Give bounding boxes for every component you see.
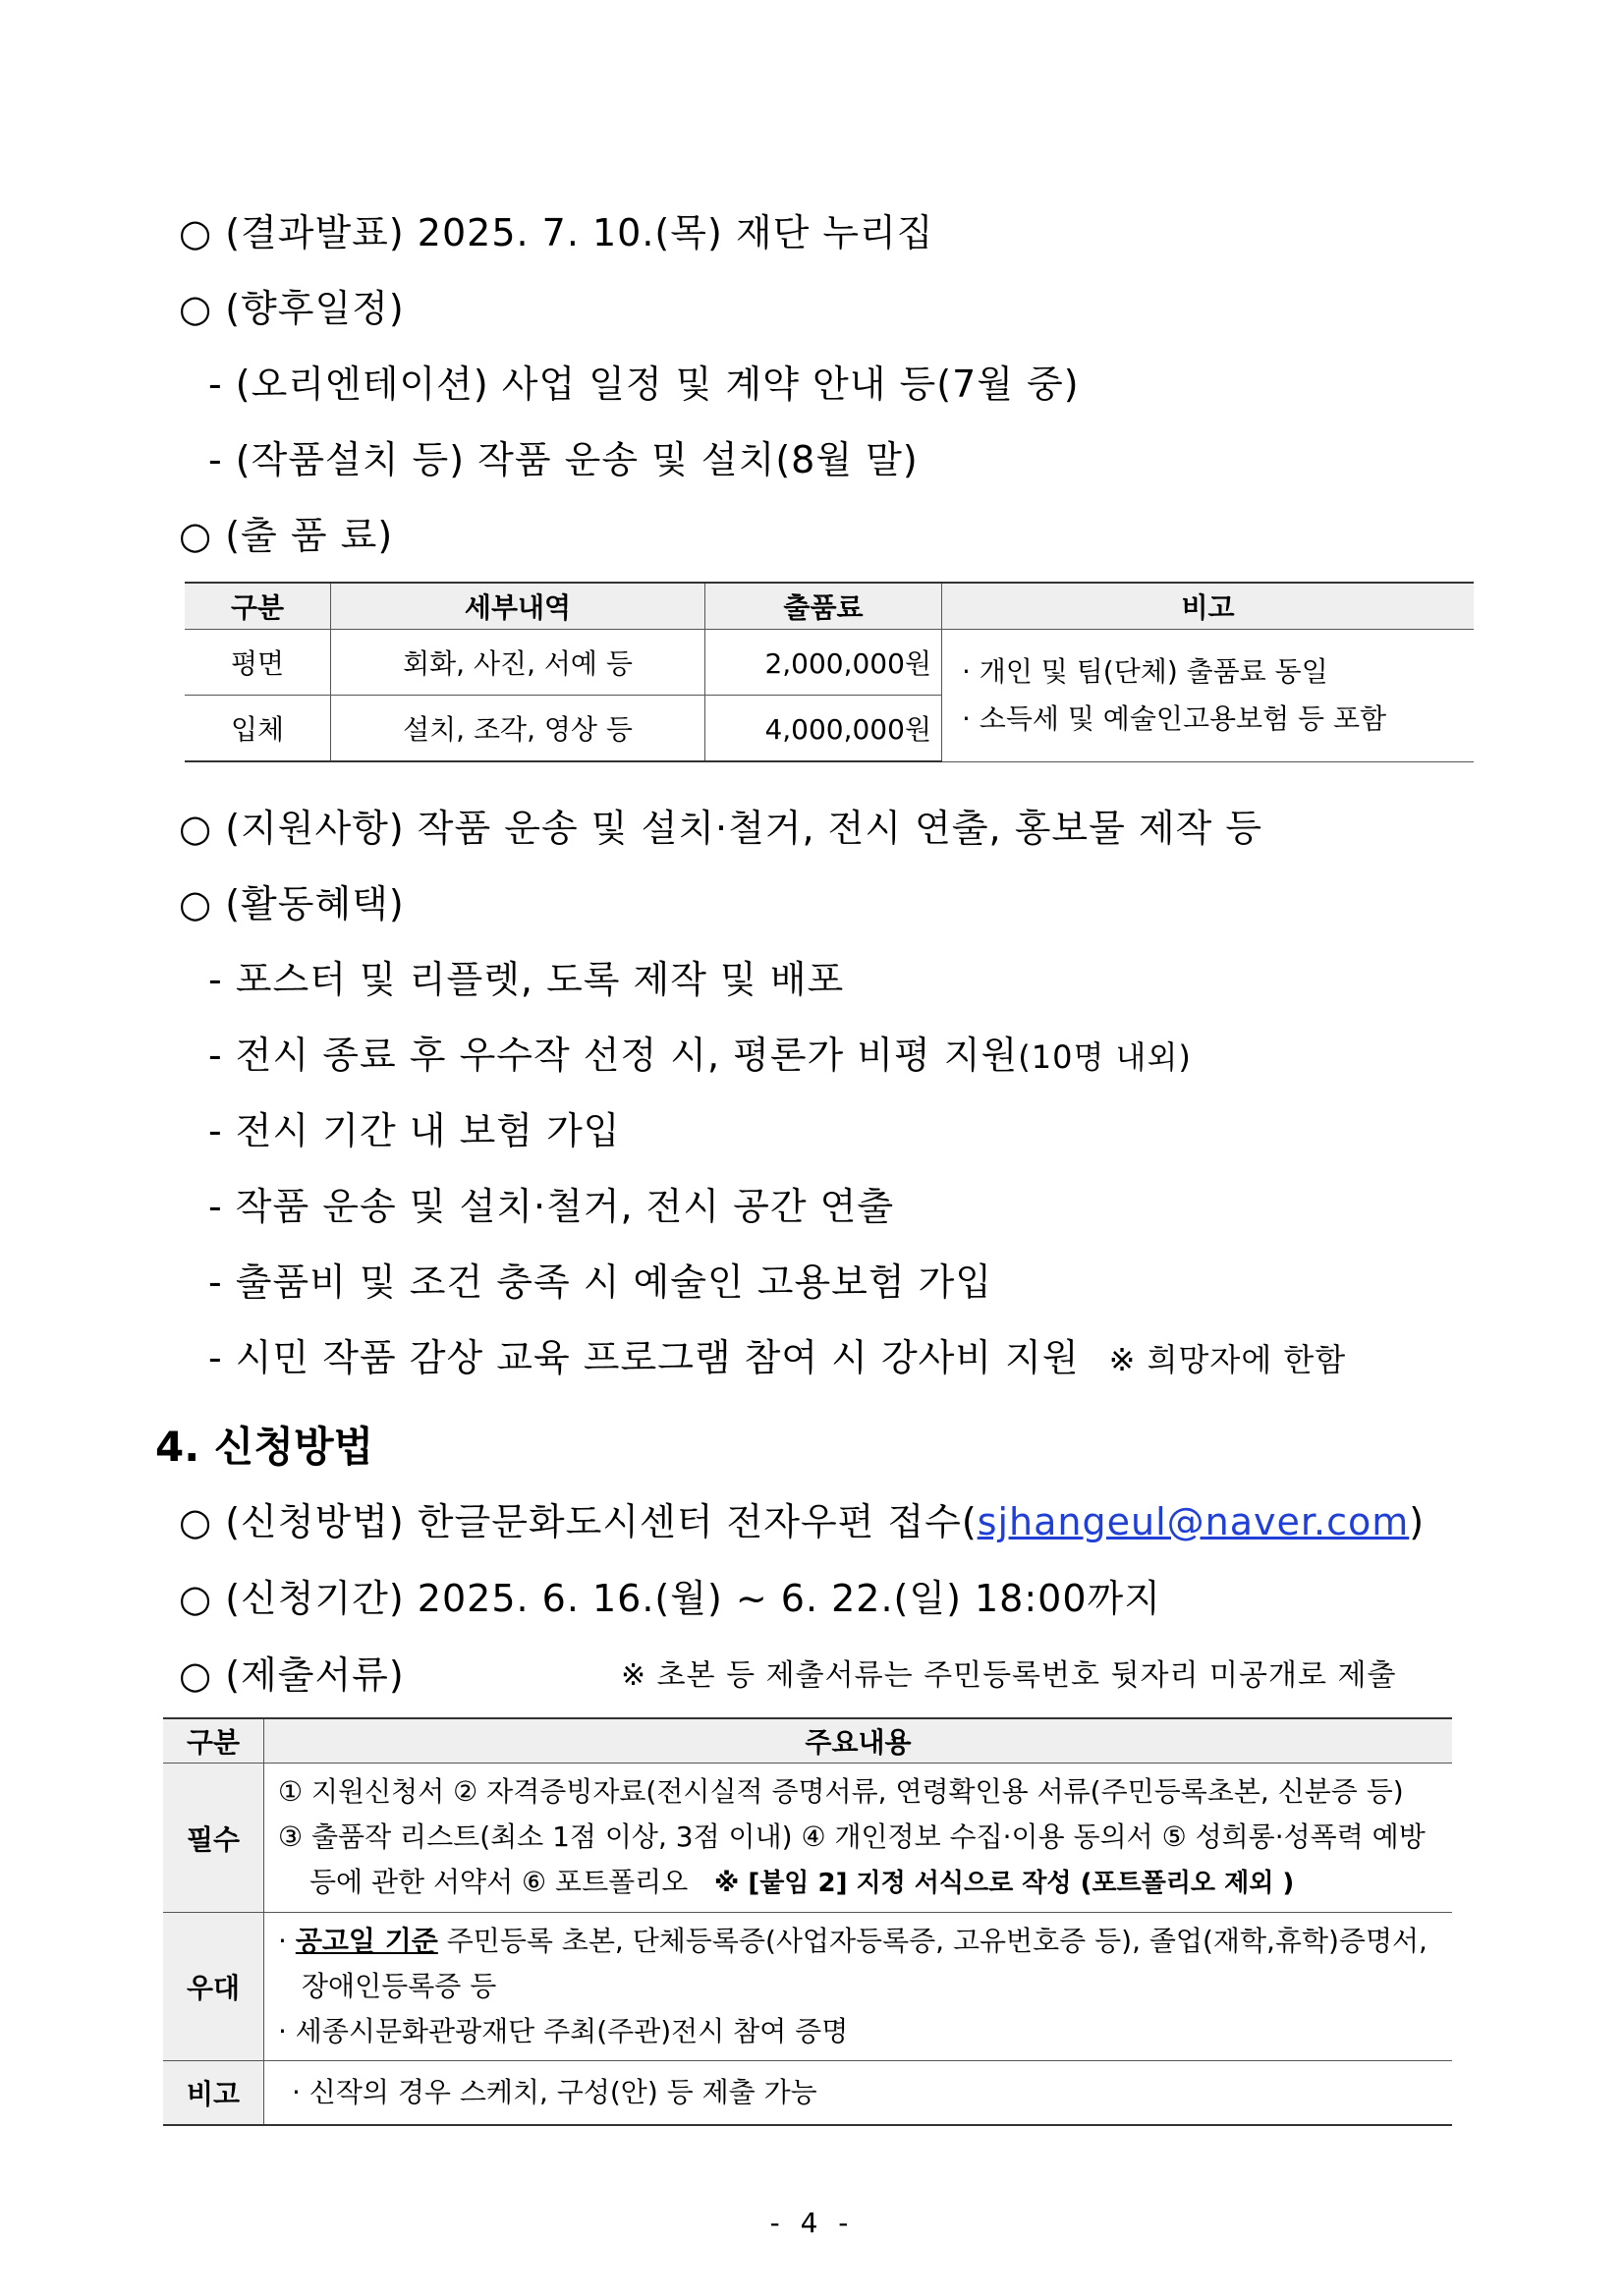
required-cell xyxy=(264,1764,1453,1913)
required-line xyxy=(278,1860,1438,1906)
method-text: ○ (신청방법) 한글문화도시센터 전자우편 접수( xyxy=(179,1500,978,1543)
fee-note-cell xyxy=(942,630,1475,762)
table-row xyxy=(185,630,1474,696)
benefit-text: - 전시 종료 후 우수작 선정 시, 평론가 비평 지원 xyxy=(208,1034,1019,1077)
required-line: ③ 출품작 리스트(최소 1점 이상, 3점 이내) ④ 개인정보 수집·이용 동의서 ⑤ 성희롱·성폭력 예방 xyxy=(278,1820,1426,1853)
method-suffix: ) xyxy=(1409,1500,1426,1543)
table-header: 주요내용 xyxy=(264,1718,1453,1764)
required-line: ① 지원신청서 ② 자격증빙자료(전시실적 증명서류, 연령확인용 서류(주민등록초본, 신분증 등) xyxy=(278,1775,1404,1808)
fee-detail-cell: 설치, 조각, 영상 등 xyxy=(331,696,705,762)
benefit-note: ※ 희망자에 한함 xyxy=(1108,1341,1347,1378)
benefit-item: - 출품비 및 조건 충족 시 예술인 고용보험 가입 xyxy=(208,1260,993,1304)
note-label: 비고 xyxy=(163,2061,264,2126)
table-header-row xyxy=(163,1718,1452,1764)
fee-note-line: · 소득세 및 예술인고용보험 등 포함 xyxy=(962,701,1387,735)
benefit-item: - 전시 기간 내 보험 가입 xyxy=(208,1109,621,1152)
benefit-text: - 시민 작품 감상 교육 프로그램 참여 시 강사비 지원 xyxy=(208,1336,1080,1379)
fee-note-line: · 개인 및 팀(단체) 출품료 동일 xyxy=(962,654,1328,688)
table-header: 출품료 xyxy=(705,583,942,630)
section-heading: 4. 신청방법 xyxy=(155,1423,374,1471)
table-header: 세부내역 xyxy=(331,583,705,630)
benefit-item: - 작품 운송 및 설치·철거, 전시 공간 연출 xyxy=(208,1185,895,1228)
benefit-item: - 포스터 및 리플렛, 도록 제작 및 배포 xyxy=(208,958,845,1001)
table-row xyxy=(163,1764,1452,1913)
fee-table xyxy=(185,582,1474,762)
benefit-item xyxy=(208,1327,1346,1381)
preferred-label: 우대 xyxy=(163,1913,264,2061)
period-item: ○ (신청기간) 2025. 6. 16.(월) ~ 6. 22.(일) 18:00까지 xyxy=(179,1577,1161,1620)
schedule-title: ○ (향후일정) xyxy=(179,287,405,330)
result-announcement: ○ (결과발표) 2025. 7. 10.(목) 재단 누리집 xyxy=(179,211,934,254)
table-row xyxy=(163,2061,1452,2126)
fee-amount-cell: 4,000,000원 xyxy=(705,696,942,762)
install-item: - (작품설치 등) 작품 운송 및 설치(8월 말) xyxy=(208,438,919,481)
benefit-item xyxy=(208,1025,1192,1079)
method-item xyxy=(179,1491,1425,1545)
table-header: 비고 xyxy=(942,583,1475,630)
fee-amount-cell: 2,000,000원 xyxy=(705,630,942,696)
benefits-title: ○ (활동혜택) xyxy=(179,882,405,925)
preferred-emphasis: 공고일 기준 xyxy=(295,1925,438,1957)
table-header: 구분 xyxy=(163,1718,264,1764)
required-note: ※ [붙임 2] 지정 서식으로 작성 (포트폴리오 제외 ) xyxy=(713,1869,1295,1898)
table-header: 구분 xyxy=(185,583,331,630)
email-link[interactable]: sjhangeul@naver.com xyxy=(977,1500,1410,1543)
benefit-note: (10명 내외) xyxy=(1018,1038,1192,1076)
required-text: 등에 관한 서약서 ⑥ 포트폴리오 xyxy=(309,1866,689,1898)
preferred-text: 주민등록 초본, 단체등록증(사업자등록증, 고유번호증 등), 졸업(재학,휴학)증명서, xyxy=(446,1925,1428,1957)
preferred-line: 장애인등록증 등 xyxy=(302,1970,497,2002)
fee-detail-cell: 회화, 사진, 서예 등 xyxy=(331,630,705,696)
required-label: 필수 xyxy=(163,1764,264,1913)
table-header-row xyxy=(185,583,1474,630)
fee-type-cell: 평면 xyxy=(185,630,331,696)
fee-title: ○ (출 품 료) xyxy=(179,514,394,557)
docs-title: ○ (제출서류) xyxy=(179,1653,405,1697)
orientation-item: - (오리엔테이션) 사업 일정 및 계약 안내 등(7월 중) xyxy=(208,363,1080,406)
docs-note: ※ 초본 등 제출서류는 주민등록번호 뒷자리 미공개로 제출 xyxy=(621,1658,1397,1693)
docs-table xyxy=(163,1717,1452,2126)
preferred-line: · 세종시문화관광재단 주최(주관)전시 참여 증명 xyxy=(278,2015,849,2047)
preferred-cell xyxy=(264,1913,1453,2061)
preferred-line: · 공고일 기준 주민등록 초본, 단체등록증(사업자등록증, 고유번호증 등), 졸업(재학,휴학)증명서, xyxy=(278,1925,1428,1957)
fee-type-cell: 입체 xyxy=(185,696,331,762)
note-cell: · 신작의 경우 스케치, 구성(안) 등 제출 가능 xyxy=(264,2061,1453,2126)
table-row xyxy=(163,1913,1452,2061)
page-number: - 4 - xyxy=(769,2207,855,2239)
support-item: ○ (지원사항) 작품 운송 및 설치·철거, 전시 연출, 홍보물 제작 등 xyxy=(179,807,1263,850)
